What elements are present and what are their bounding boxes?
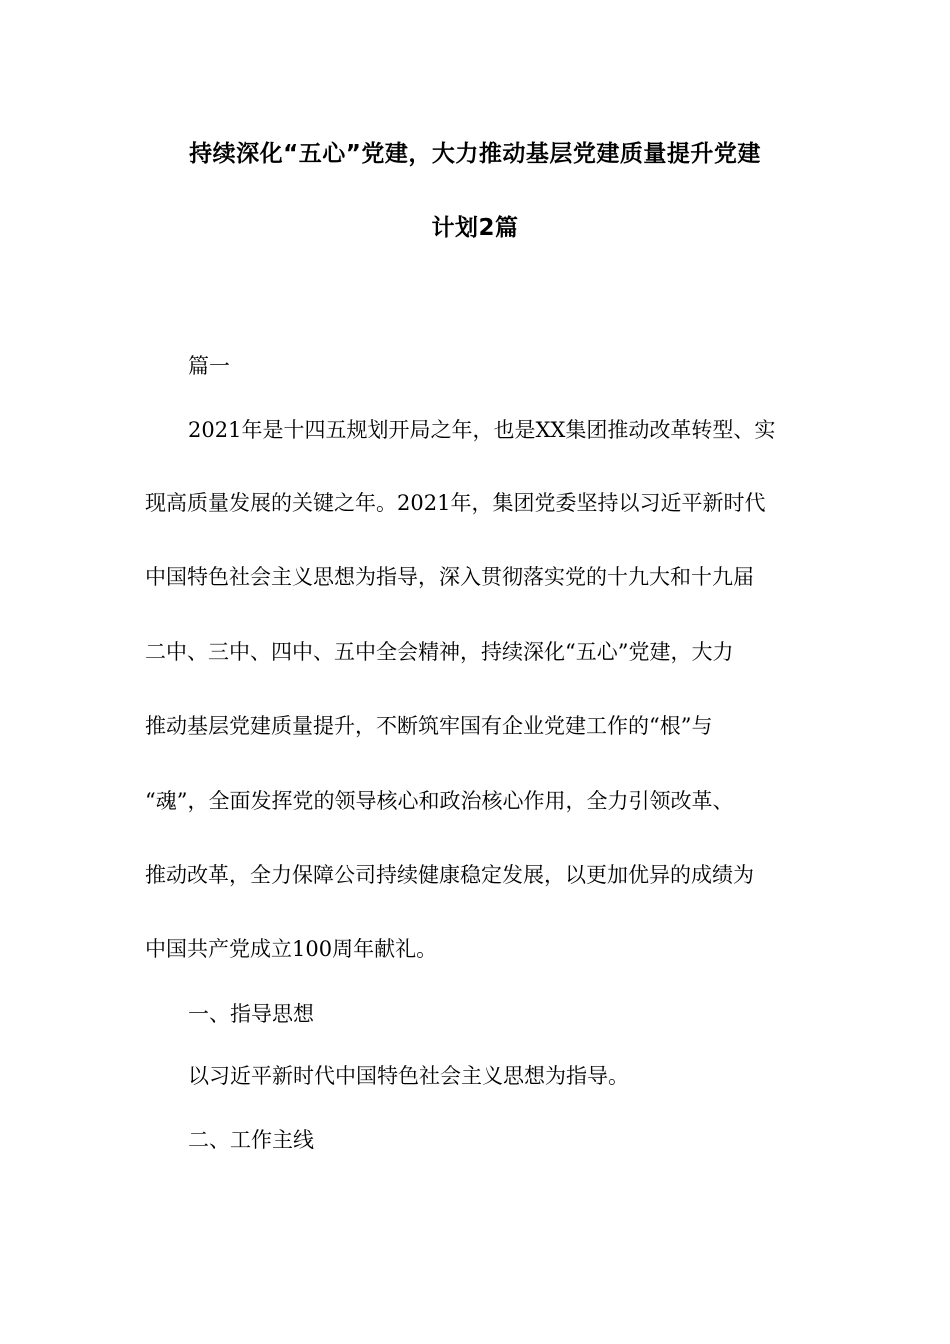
paragraph-line: 中国共产党成立100周年献礼。 bbox=[145, 937, 438, 961]
section-heading-guiding-ideology: 一、指导思想 bbox=[188, 1002, 314, 1026]
paragraph-line: 推动基层党建质量提升，不断筑牢国有企业党建工作的“根”与 bbox=[145, 714, 713, 738]
paragraph-line: 现高质量发展的关键之年。2021年，集团党委坚持以习近平新时代 bbox=[145, 491, 766, 515]
document-title-line-1: 持续深化“五心”党建，大力推动基层党建质量提升党建 bbox=[189, 141, 761, 167]
section-label: 篇一 bbox=[188, 354, 230, 378]
paragraph-line: 推动改革，全力保障公司持续健康稳定发展，以更加优异的成绩为 bbox=[145, 863, 754, 887]
paragraph-line: “魂”，全面发挥党的领导核心和政治核心作用，全力引领改革、 bbox=[145, 789, 734, 813]
paragraph-line: 二中、三中、四中、五中全会精神，持续深化“五心”党建，大力 bbox=[145, 640, 734, 664]
paragraph-line: 2021年是十四五规划开局之年，也是XX集团推动改革转型、实 bbox=[188, 418, 776, 442]
document-title-line-2: 计划2篇 bbox=[431, 215, 519, 241]
paragraph-line: 中国特色社会主义思想为指导，深入贯彻落实党的十九大和十九届 bbox=[145, 565, 754, 589]
section-body-guiding-ideology: 以习近平新时代中国特色社会主义思想为指导。 bbox=[188, 1064, 629, 1088]
section-heading-work-mainline: 二、工作主线 bbox=[188, 1128, 314, 1152]
